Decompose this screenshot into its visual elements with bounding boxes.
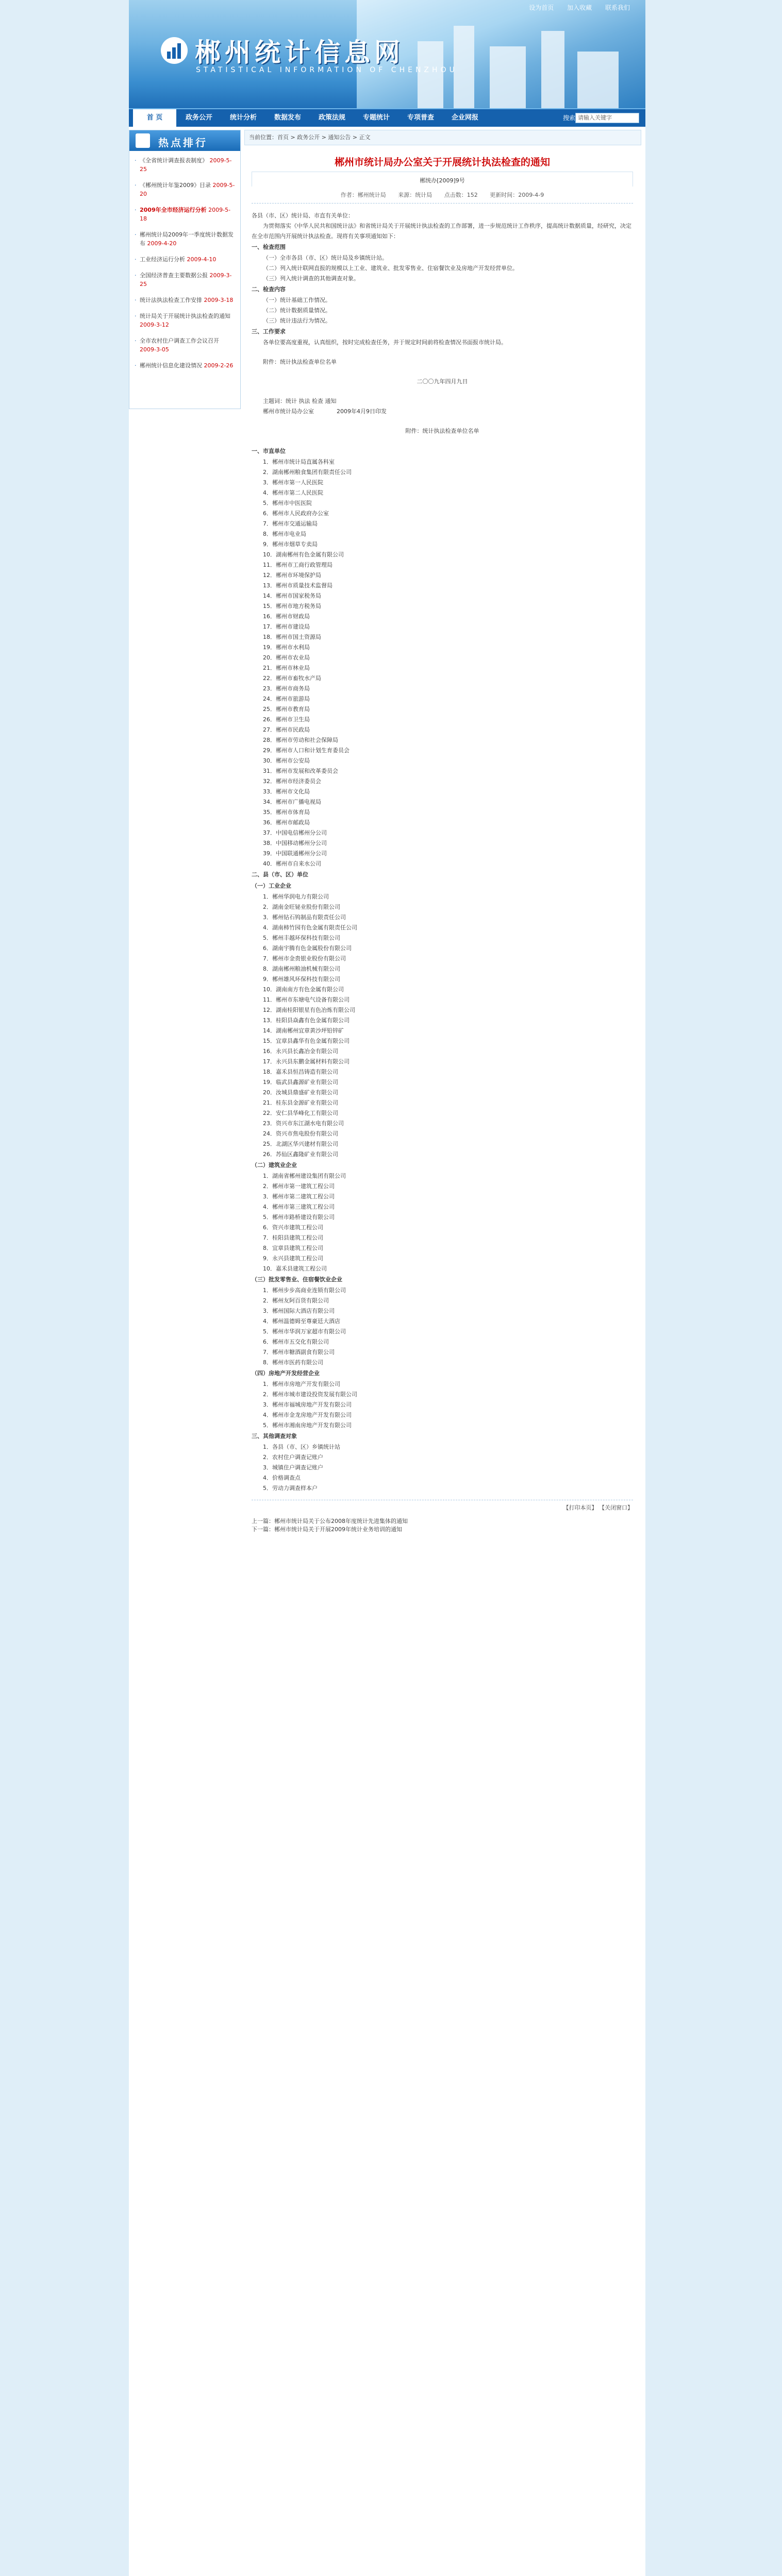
article-paragraph: 9．永兴县建筑工程公司 xyxy=(263,1255,323,1262)
hot-list-item[interactable] xyxy=(135,156,236,174)
hot-ranking-list xyxy=(129,151,240,370)
top-link-home[interactable]: 设为首页 xyxy=(529,4,554,11)
article-paragraph: 31．郴州市发展和改革委员会 xyxy=(263,768,338,774)
article-paragraph: 33．郴州市文化局 xyxy=(263,788,310,795)
article-paragraph: 21．桂东县金源矿业有限公司 xyxy=(263,1099,338,1106)
article-paragraph: 13．郴州市质量技术监督局 xyxy=(263,582,332,589)
site-title: 郴州统计信息网 xyxy=(195,37,404,67)
article-spacer xyxy=(252,367,633,377)
article-paragraph: 3．郴州市第一人民医院 xyxy=(263,479,323,486)
hot-list-item-date: 2009-2-26 xyxy=(204,362,234,369)
article-updated: 更新时间：2009-4-9 xyxy=(490,192,544,198)
article-paragraph: 10．嘉禾县建筑工程公司 xyxy=(263,1265,327,1272)
article-paragraph: 23．资兴市东江湖水电有限公司 xyxy=(263,1120,344,1127)
article-paragraph: 17．郴州市建设局 xyxy=(263,623,310,630)
article-paragraph: 7．郴州市金贵银业股份有限公司 xyxy=(263,955,346,962)
hot-ranking-icon xyxy=(136,133,150,148)
article-paragraph: 2．湖南郴州粮食集团有限责任公司 xyxy=(263,469,352,476)
article-paragraph: 2．郴州市第一建筑工程公司 xyxy=(263,1183,335,1190)
article-paragraph: 18．嘉禾县恒昌铸造有限公司 xyxy=(263,1069,338,1075)
article-paragraph: 14．郴州市国家税务局 xyxy=(263,592,321,599)
article-paragraph: 1．各县（市、区）乡镇统计站 xyxy=(263,1444,340,1450)
article-paragraph: 8．郴州市医药有限公司 xyxy=(263,1359,323,1366)
hot-list-item-title: 统计局关于开展统计执法检查的通知 xyxy=(140,313,230,319)
hot-list-item-date: 2009-4-20 xyxy=(147,240,177,247)
article-paragraph: 9．郴州市烟草专卖局 xyxy=(263,541,318,548)
article-paragraph: 40．郴州市自来水公司 xyxy=(263,860,321,867)
article-prev-next xyxy=(252,1517,633,1533)
page-wrapper xyxy=(129,0,645,2576)
article-paragraph: 4．湖南柿竹园有色金属有限责任公司 xyxy=(263,924,357,931)
article-paragraph: 2．农村住户调查记账户 xyxy=(263,1454,323,1461)
article-spacer xyxy=(252,417,633,426)
article-paragraph: 8．宜章县建筑工程公司 xyxy=(263,1245,323,1251)
article-paragraph: 27．郴州市民政局 xyxy=(263,726,310,733)
hot-list-item-title: 全国经济普查主要数据公报 xyxy=(140,272,208,279)
article-doc-number: 郴统办[2009]9号 xyxy=(420,177,465,184)
hot-ranking-title: 热点排行 xyxy=(158,137,208,149)
article-heading: 三、工作要求 xyxy=(252,328,286,335)
article-hits: 点击数：152 xyxy=(444,192,478,198)
article-paragraph: 6．资兴市建筑工程公司 xyxy=(263,1224,323,1231)
nav-data-release[interactable]: 数据发布 xyxy=(274,114,301,122)
article-paragraph: 1．湖南省郴州建设集团有限公司 xyxy=(263,1173,346,1179)
article-paragraph: （一）统计基础工作情况。 xyxy=(263,297,331,303)
article-title: 郴州市统计局办公室关于开展统计执法检查的通知 xyxy=(334,157,550,168)
main-content xyxy=(244,130,641,2576)
article-paragraph: 20．汝城县鼎盛矿业有限公司 xyxy=(263,1089,338,1096)
article-paragraph: 39．中国联通郴州分公司 xyxy=(263,850,327,857)
hot-list-item-title: 统计法执法检查工作安排 xyxy=(140,297,202,303)
article-paragraph: 12．郴州市环境保护局 xyxy=(263,572,321,579)
article-paragraph: 16．永兴县长鑫冶金有限公司 xyxy=(263,1048,338,1055)
article-paragraph: 30．郴州市公安局 xyxy=(263,757,310,764)
article-paragraph: 20．郴州市农业局 xyxy=(263,654,310,661)
article-paragraph: 3．郴州市福城房地产开发有限公司 xyxy=(263,1401,352,1408)
hot-list-item-date: 2009-5-20 xyxy=(140,182,235,197)
top-links xyxy=(518,3,630,12)
prev-article-link[interactable]: 上一篇：郴州市统计局关于公布2008年度统计先进集体的通知 xyxy=(252,1518,408,1524)
article-paragraph: 7．郴州市糖酒副食有限公司 xyxy=(263,1349,335,1355)
article-paragraph: 1．郴州华润电力有限公司 xyxy=(263,893,329,900)
article-paragraph: 24．郴州市旅游局 xyxy=(263,696,310,702)
article-paragraph: 10．湖南郴州有色金属有限公司 xyxy=(263,551,344,558)
article-paragraph: 2．湖南金旺铋业股份有限公司 xyxy=(263,904,340,910)
article-meta xyxy=(252,191,633,204)
article-paragraph: 1．郴州市统计局直属各科室 xyxy=(263,459,335,465)
hot-list-item-title: 郴州统计局2009年一季度统计数据发布 xyxy=(140,231,234,247)
article xyxy=(252,148,633,1533)
article-paragraph: 7．郴州市交通运输局 xyxy=(263,520,318,527)
article-paragraph: （三）统计违法行为情况。 xyxy=(263,317,331,324)
hot-list-item[interactable] xyxy=(135,255,236,264)
article-paragraph: 4．价格调查点 xyxy=(263,1475,301,1481)
nav-policy[interactable]: 政策法规 xyxy=(318,114,345,122)
article-paragraph: 二〇〇九年四月九日 xyxy=(417,378,468,385)
article-paragraph: 5．劳动力调查样本户 xyxy=(263,1485,318,1492)
article-paragraph: 22．安仁县华峰化工有限公司 xyxy=(263,1110,338,1116)
article-paragraph: 2．郴州市城市建设投资发展有限公司 xyxy=(263,1391,357,1398)
article-paragraph: 2．郴州友阿百货有限公司 xyxy=(263,1297,329,1304)
search-input[interactable]: 请输入关键字 xyxy=(575,113,639,123)
article-paragraph: 1．郴州市房地产开发有限公司 xyxy=(263,1381,340,1387)
article-paragraph: 13．桂阳县焱鑫有色金属有限公司 xyxy=(263,1017,350,1024)
hot-list-item[interactable] xyxy=(135,312,236,329)
nav-online-report[interactable]: 企业网报 xyxy=(451,114,478,122)
hot-list-item[interactable] xyxy=(135,230,236,248)
article-paragraph: 4．郴州温德姆至尊豪廷大酒店 xyxy=(263,1318,340,1325)
top-link-contact[interactable]: 联系我们 xyxy=(605,4,630,11)
sidebar xyxy=(129,130,241,409)
article-paragraph: 26．郴州市卫生局 xyxy=(263,716,310,723)
article-paragraph: 18．郴州市国土资源局 xyxy=(263,634,321,640)
hot-list-item-date: 2009-3-18 xyxy=(204,297,234,303)
nav-gov-open[interactable]: 政务公开 xyxy=(185,114,212,122)
site-banner xyxy=(129,0,645,108)
article-paragraph: （二）列入统计联网直报的规模以上工业、建筑业、批发零售业、住宿餐饮业及房地产开发经营单位。 xyxy=(263,265,518,272)
article-paragraph: 6．郴州市五交化有限公司 xyxy=(263,1338,329,1345)
article-paragraph: 为贯彻落实《中华人民共和国统计法》和省统计局关于开展统计执法检查的工作部署，进一步规范统计工作秩序，提高统计数据质量，经研究，决定在全市范围内开展统计执法检查。现将有关事项通知如下： xyxy=(252,223,631,240)
article-paragraph: 5．郴州市湘南房地产开发有限公司 xyxy=(263,1422,352,1429)
article-paragraph: 24．资兴市焦电股份有限公司 xyxy=(263,1130,338,1137)
hot-list-item[interactable] xyxy=(135,296,236,304)
site-logo-icon xyxy=(160,36,189,65)
article-heading: （二）建筑业企业 xyxy=(252,1162,297,1168)
article-paragraph: 15．郴州市地方税务局 xyxy=(263,603,321,609)
article-paragraph: 7．桂阳县建筑工程公司 xyxy=(263,1234,323,1241)
hot-list-item[interactable] xyxy=(135,181,236,198)
article-paragraph: 15．宜章县鑫华有色金属有限公司 xyxy=(263,1038,350,1044)
article-heading: （四）房地产开发经营企业 xyxy=(252,1370,320,1377)
article-paragraph: 34．郴州市广播电视局 xyxy=(263,799,321,805)
hot-ranking-header xyxy=(129,130,240,151)
article-paragraph: 4．郴州市第二人民医院 xyxy=(263,489,323,496)
hot-list-item-title: 全市农村住户调查工作会议召开 xyxy=(140,337,219,344)
article-paragraph: 38．中国移动郴州分公司 xyxy=(263,840,327,846)
next-article-link[interactable]: 下一篇：郴州市统计局关于开展2009年统计业务培训的通知 xyxy=(252,1526,402,1533)
article-paragraph: 32．郴州市经济委员会 xyxy=(263,778,321,785)
hot-list-item-date: 2009-5-18 xyxy=(140,207,231,222)
article-paragraph: 9．郴州雄风环保科技有限公司 xyxy=(263,976,340,982)
article-paragraph: （二）统计数据质量情况。 xyxy=(263,307,331,314)
article-heading: 一、检查范围 xyxy=(252,244,286,250)
article-paragraph: 3．郴州国际大酒店有限公司 xyxy=(263,1308,335,1314)
nav-topics[interactable]: 专题统计 xyxy=(362,114,390,122)
article-heading: 二、县（市、区）单位 xyxy=(252,871,308,878)
article-spacer xyxy=(252,436,633,446)
hot-list-item-date: 2009-3-12 xyxy=(140,321,169,328)
article-paragraph: 29．郴州市人口和计划生育委员会 xyxy=(263,747,350,754)
hot-list-item-title: 郴州统计信息化建设情况 xyxy=(140,362,202,369)
article-paragraph: 郴州市统计局办公室 2009年4月9日印发 xyxy=(263,408,387,415)
article-paragraph: 主题词：统计 执法 检查 通知 xyxy=(263,398,337,404)
article-paragraph: 6．郴州市人民政府办公室 xyxy=(263,510,329,517)
article-paragraph: 19．临武县鑫源矿业有限公司 xyxy=(263,1079,338,1086)
article-paragraph: 5．郴州市华润万家超市有限公司 xyxy=(263,1328,346,1335)
article-paragraph: 28．郴州市劳动和社会保障局 xyxy=(263,737,338,743)
site-subtitle: STATISTICAL INFORMATION OF CHENZHOU xyxy=(196,66,458,74)
hot-list-item-title: 《郴州统计年鉴2009》目录 xyxy=(140,182,211,189)
hot-list-item[interactable] xyxy=(135,336,236,354)
hot-list-item-title: 工业经济运行分析 xyxy=(140,256,185,263)
article-paragraph: 10．湖南南方有色金属有限公司 xyxy=(263,986,344,993)
article-paragraph: 35．郴州市体育局 xyxy=(263,809,310,816)
article-paragraph: 23．郴州市商务局 xyxy=(263,685,310,692)
breadcrumb: 当前位置：首页 > 政务公开 > 通知公告 > 正文 xyxy=(244,130,641,145)
article-spacer xyxy=(252,387,633,396)
hot-list-item-date: 2009-5-25 xyxy=(140,157,232,173)
article-heading: 二、检查内容 xyxy=(252,286,286,293)
article-paragraph: 5．郴州丰越环保科技有限公司 xyxy=(263,935,340,941)
hot-list-item-date: 2009-3-25 xyxy=(140,272,232,287)
article-paragraph: 6．湖南宇腾有色金属股份有限公司 xyxy=(263,945,352,952)
article-paragraph: 25．北湖区华兴建材有限公司 xyxy=(263,1141,338,1147)
article-paragraph: 3．郴州钻石钨制品有限责任公司 xyxy=(263,914,346,921)
article-paragraph: 21．郴州市林业局 xyxy=(263,665,310,671)
article-heading: 三、其他调查对象 xyxy=(252,1433,297,1439)
article-paragraph: 3．城镇住户调查记账户 xyxy=(263,1464,323,1471)
article-paragraph: 26．苏仙区鑫隆矿业有限公司 xyxy=(263,1151,338,1158)
article-paragraph: （三）列入统计调查的其他调查对象。 xyxy=(263,275,359,282)
article-paragraph: 17．永兴县东鹏金属材料有限公司 xyxy=(263,1058,350,1065)
top-link-favorite[interactable]: 加入收藏 xyxy=(567,4,592,11)
article-heading: 一、市直单位 xyxy=(252,448,286,454)
hot-list-item-title: 2009年全市经济运行分析 xyxy=(140,207,207,213)
article-paragraph: 25．郴州市教育局 xyxy=(263,706,310,713)
article-paragraph: 11．郴州市东塘电气设备有限公司 xyxy=(263,996,350,1003)
nav-analysis[interactable]: 统计分析 xyxy=(229,114,257,122)
article-paragraph: 1．郴州步步高商业连锁有限公司 xyxy=(263,1287,346,1294)
article-body xyxy=(252,221,633,1494)
article-paragraph: 8．郴州市电业局 xyxy=(263,531,306,537)
nav-home[interactable]: 首 页 xyxy=(133,109,176,127)
article-paragraph: 附件：统计执法检查单位名单 xyxy=(263,359,337,365)
search-button[interactable]: 搜索 xyxy=(562,114,575,122)
article-paragraph: 11．郴州市工商行政管理局 xyxy=(263,562,332,568)
article-paragraph: 8．湖南郴州粮油机械有限公司 xyxy=(263,965,340,972)
article-paragraph: 5．郴州市路桥建设有限公司 xyxy=(263,1214,335,1221)
hot-list-item[interactable] xyxy=(135,271,236,289)
hot-list-item-title: 《全省统计调查报表制度》 xyxy=(140,157,208,164)
article-paragraph: 12．湖南桂阳银星有色冶炼有限公司 xyxy=(263,1007,355,1013)
article-paragraph: 3．郴州市第二建筑工程公司 xyxy=(263,1193,335,1200)
article-paragraph: 37．中国电信郴州分公司 xyxy=(263,829,327,836)
article-paragraph: 14．湖南郴州宜章黄沙坪铅锌矿 xyxy=(263,1027,344,1034)
hot-list-item[interactable] xyxy=(135,206,236,223)
article-paragraph: 19．郴州市水利局 xyxy=(263,644,310,651)
article-paragraph: 4．郴州市第三建筑工程公司 xyxy=(263,1204,335,1210)
article-paragraph: 4．郴州市金龙房地产开发有限公司 xyxy=(263,1412,352,1418)
main-nav xyxy=(129,108,645,127)
article-source: 来源：统计局 xyxy=(398,192,432,198)
hot-list-item-date: 2009-3-05 xyxy=(140,346,169,353)
article-paragraph: 36．郴州市邮政局 xyxy=(263,819,310,826)
nav-census[interactable]: 专项普查 xyxy=(407,114,434,122)
hot-list-item-date: 2009-4-10 xyxy=(187,256,217,263)
article-paragraph: 16．郴州市财政局 xyxy=(263,613,310,620)
article-paragraph: 附件：统计执法检查单位名单 xyxy=(405,428,479,434)
article-heading: （三）批发零售业、住宿餐饮业企业 xyxy=(252,1276,342,1283)
hot-list-item[interactable] xyxy=(135,361,236,370)
article-spacer xyxy=(252,348,633,357)
article-paragraph: （一）全市各县（市、区）统计局及乡镇统计站。 xyxy=(263,255,388,261)
article-tools[interactable]: 【打印本页】 【关闭窗口】 xyxy=(252,1500,633,1512)
article-heading: （一）工业企业 xyxy=(252,883,291,889)
article-salutation: 各县（市、区）统计局、市直有关单位： xyxy=(252,212,354,219)
article-paragraph: 22．郴州市畜牧水产局 xyxy=(263,675,321,682)
article-author: 作者：郴州统计局 xyxy=(340,192,386,198)
article-paragraph: 5．郴州市中医医院 xyxy=(263,500,312,506)
article-paragraph: 各单位要高度重视，认真组织，按时完成检查任务，并于规定时间前将检查情况书面报市统计局。 xyxy=(263,339,507,346)
